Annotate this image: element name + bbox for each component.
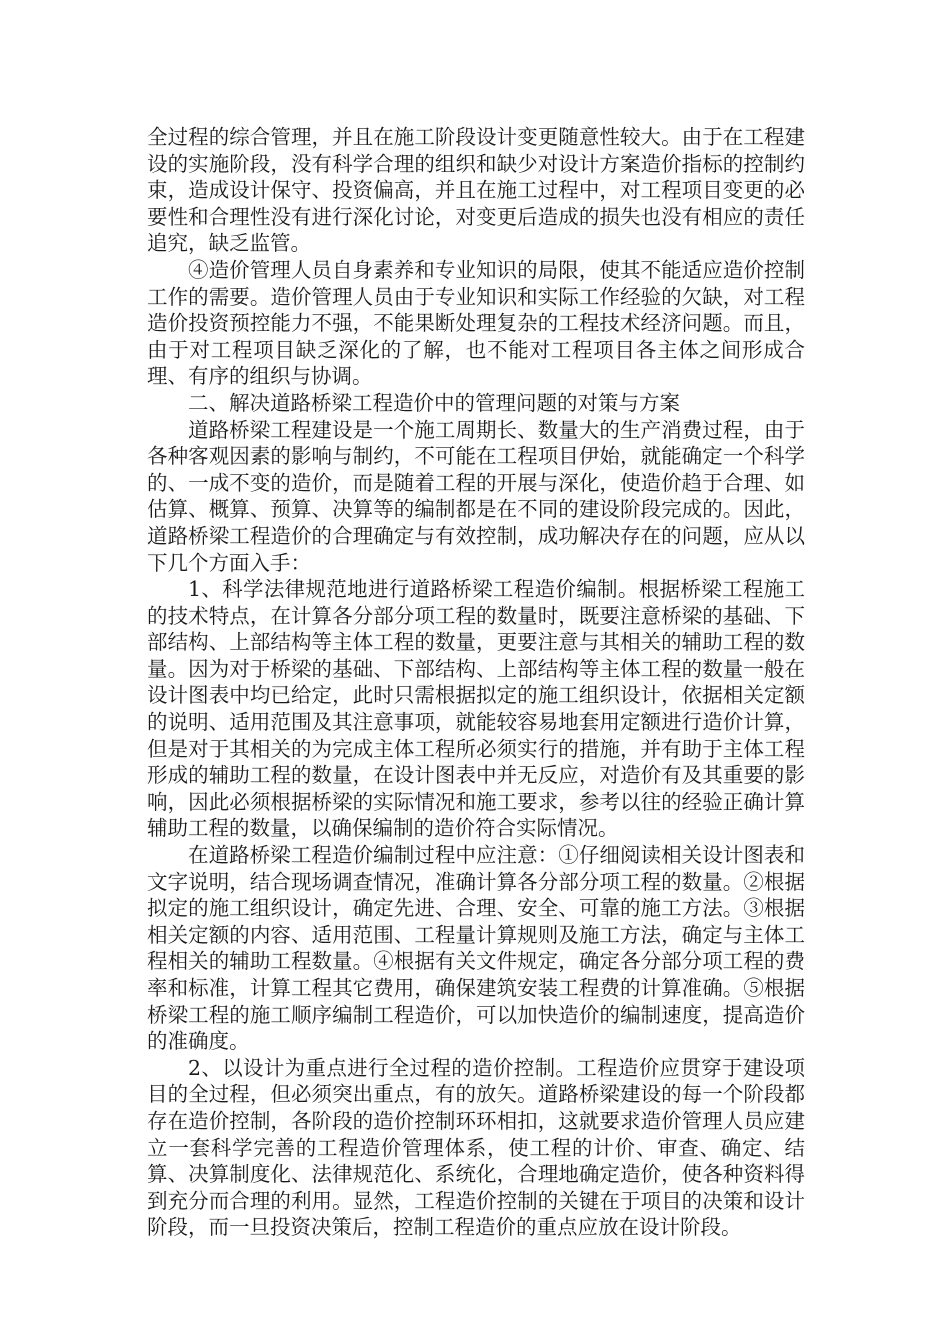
- paragraph-continuation: 全过程的综合管理，并且在施工阶段设计变更随意性较大。由于在工程建设的实施阶段，没有科学合理的组织和缺少对设计方案造价指标的控制约束，造成设计保守、投资偏高，并且在施工过程中，对工程项目变更的必要性和合理性没有进行深化讨论，对变更后造成的损失也没有相应的责任追究，缺乏监管。: [147, 125, 805, 256]
- paragraph-point-2: 2、以设计为重点进行全过程的造价控制。工程造价应贯穿于建设项目的全过程，但必须突出重点，有的放矢。道路桥梁建设的每一个阶段都存在造价控制，各阶段的造价控制环环相扣，这就要求造价管理人员应建立一套科学完善的工程造价管理体系，使工程的计价、审查、确定、结算、决算制度化、法律规范化、系统化，合理地确定造价，使各种资料得到充分而合理的利用。显然，工程造价控制的关键在于项目的决策和设计阶段，而一旦投资决策后，控制工程造价的重点应放在设计阶段。: [147, 1055, 805, 1240]
- paragraph-point-1: 1、科学法律规范地进行道路桥梁工程造价编制。根据桥梁工程施工的技术特点，在计算各分部分项工程的数量时，既要注意桥梁的基础、下部结构、上部结构等主体工程的数量，更要注意与其相关的辅助工程的数量。因为对于桥梁的基础、下部结构、上部结构等主体工程的数量一般在设计图表中均已给定，此时只需根据拟定的施工组织设计，依据相关定额的说明、适用范围及其注意事项，就能较容易地套用定额进行造价计算，但是对于其相关的为完成主体工程所必须实行的措施，并有助于主体工程形成的辅助工程的数量，在设计图表中并无反应，对造价有及其重要的影响，因此必须根据桥梁的实际情况和施工要求，参考以往的经验正确计算辅助工程的数量，以确保编制的造价符合实际情况。: [147, 577, 805, 841]
- section-heading: 二、解决道路桥梁工程造价中的管理问题的对策与方案: [188, 390, 680, 415]
- paragraph-item-4: ④造价管理人员自身素养和专业知识的局限，使其不能适应造价控制工作的需要。造价管理人员由于专业知识和实际工作经验的欠缺，对工程造价投资预控能力不强，不能果断处理复杂的工程技术经济问题。而且，由于对工程项目缺乏深化的了解，也不能对工程项目各主体之间形成合理、有序的组织与协调。: [147, 257, 805, 389]
- paragraph-notes: 在道路桥梁工程造价编制过程中应注意：①仔细阅读相关设计图表和文字说明，结合现场调查情况，准确计算各分部分项工程的数量。②根据拟定的施工组织设计，确定先进、合理、安全、可靠的施工方法。③根据相关定额的内容、适用范围、工程量计算规则及施工方法，确定与主体工程相关的辅助工程数量。④根据有关文件规定，确定各分部分项工程的费率和标准，计算工程其它费用，确保建筑安装工程费的计算准确。⑤根据桥梁工程的施工顺序编制工程造价，可以加快造价的编制速度，提高造价的准确度。: [147, 843, 805, 1054]
- document-body: [147, 124, 805, 1241]
- paragraph-intro: 道路桥梁工程建设是一个施工周期长、数量大的生产消费过程，由于各种客观因素的影响与制约，不可能在工程项目伊始，就能确定一个科学的、一成不变的造价，而是随着工程的开展与深化，使造价趋于合理、如估算、概算、预算、决算等的编制都是在不同的建设阶段完成的。因此，道路桥梁工程造价的合理确定与有效控制，成功解决存在的问题，应从以下几个方面入手：: [147, 417, 805, 575]
